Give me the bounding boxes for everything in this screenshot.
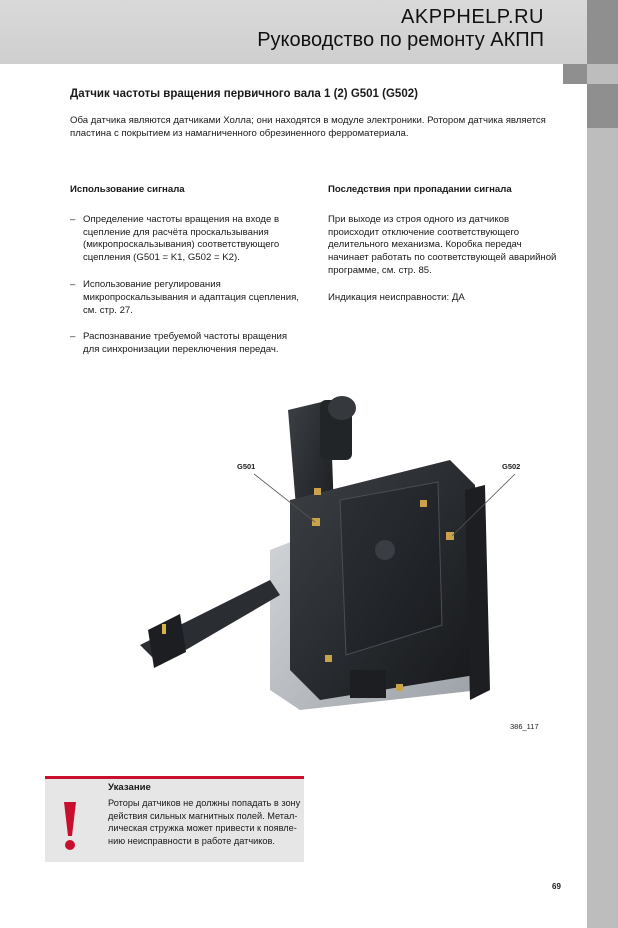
bullet-dash: – [70, 213, 76, 225]
side-strip-top [587, 0, 618, 64]
module-cover [340, 482, 442, 655]
bottom-connector [350, 670, 386, 698]
bullet-dash: – [70, 278, 76, 290]
exclamation-icon [62, 800, 78, 852]
note-title: Указание [108, 782, 151, 793]
label-g502: G502 [502, 462, 521, 471]
note-accent-line [45, 776, 304, 779]
header-site: AKPPHELP.RU [401, 6, 544, 28]
list-item-text: Использование регулирования микропроскальзывания и адаптация сцепления, см. стр. 27. [83, 278, 299, 316]
signal-loss-paragraph: При выходе из строя одного из датчиков происходит отключение соответствующего делительного механизма. Коробка передач начинает работать по соответствующей аварийной программе, см. стр. 85. [328, 213, 557, 276]
electronics-module-illustration [120, 390, 550, 740]
sensor-g502 [446, 532, 454, 540]
signal-loss-heading: Последствия при пропадании сигнала [328, 184, 512, 195]
fault-indication: Индикация неисправности: ДА [328, 291, 465, 303]
list-item-text: Определение частоты вращения на входе в сцепление для расчёта проскальзывания (микропроскальзывания) соответствующего сцепления (G501 = K1, G502 = K2). [83, 213, 280, 264]
intro-paragraph: Оба датчика являются датчиками Холла; они находятся в модуле электроники. Ротором датчика является пластина с покрытием из намагниченного обрезиненного ферроматериала. [70, 115, 546, 139]
list-item [70, 331, 302, 357]
side-strip-marker [587, 84, 618, 128]
header-subtitle: Руководство по ремонту АКПП [257, 29, 544, 51]
page-number: 69 [552, 882, 561, 891]
signal-loss-column [328, 184, 560, 319]
list-item [70, 279, 302, 317]
note-text: Роторы датчиков не должны попадать в зону действия сильных магнитных полей. Металлическая стружка может привести к появлению неисправности в работе датчиков. [108, 798, 301, 846]
header-text [257, 6, 544, 52]
sensor-g501 [312, 518, 320, 526]
header-bar [0, 0, 588, 64]
figure-code: 386_117 [510, 722, 539, 731]
list-item-text: Распознавание требуемой частоты вращения для синхронизации переключения передач. [83, 331, 288, 356]
side-strip [587, 0, 618, 928]
list-item [70, 214, 302, 265]
section-title: Датчик частоты вращения первичного вала 1 (2) G501 (G502) [70, 88, 418, 100]
bullet-dash: – [70, 331, 76, 343]
label-g501: G501 [237, 462, 256, 471]
signal-usage-column [70, 184, 302, 371]
signal-usage-heading: Использование сигнала [70, 184, 185, 195]
section-tab [563, 64, 587, 84]
